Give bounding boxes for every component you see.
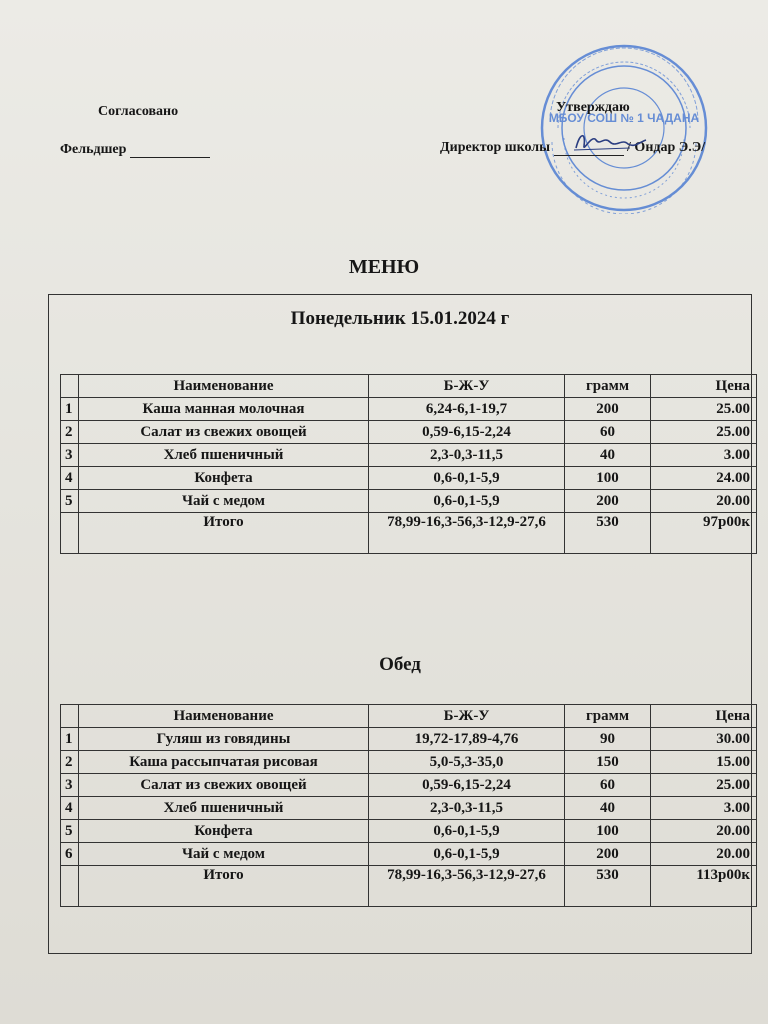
row-bju: 2,3-0,3-11,5 <box>369 444 565 467</box>
medic-line <box>60 142 210 158</box>
total-num <box>61 513 79 554</box>
row-price: 30.00 <box>651 728 757 751</box>
row-name: Конфета <box>79 467 369 490</box>
row-num: 4 <box>61 467 79 490</box>
total-num <box>61 866 79 907</box>
table-row <box>61 467 757 490</box>
table-row <box>61 843 757 866</box>
row-bju: 0,59-6,15-2,24 <box>369 421 565 444</box>
table-row <box>61 774 757 797</box>
total-label: Итого <box>79 866 369 907</box>
row-name: Гуляш из говядины <box>79 728 369 751</box>
table-row <box>61 728 757 751</box>
row-gram: 200 <box>565 398 651 421</box>
lunch-table <box>60 704 757 907</box>
lunch-title: Обед <box>379 654 421 675</box>
row-name: Чай с медом <box>79 843 369 866</box>
row-num: 5 <box>61 820 79 843</box>
row-bju: 6,24-6,1-19,7 <box>369 398 565 421</box>
total-bju: 78,99-16,3-56,3-12,9-27,6 <box>369 513 565 554</box>
table-row <box>61 820 757 843</box>
row-gram: 100 <box>565 467 651 490</box>
row-bju: 0,6-0,1-5,9 <box>369 820 565 843</box>
header-num <box>61 375 79 398</box>
row-gram: 200 <box>565 843 651 866</box>
row-gram: 100 <box>565 820 651 843</box>
table-row <box>61 421 757 444</box>
row-price: 20.00 <box>651 490 757 513</box>
row-name: Хлеб пшеничный <box>79 444 369 467</box>
row-name: Чай с медом <box>79 490 369 513</box>
row-name: Хлеб пшеничный <box>79 797 369 820</box>
row-name: Конфета <box>79 820 369 843</box>
stamp-text: МБОУ СОШ № 1 ЧАДАНА <box>548 111 700 125</box>
row-gram: 60 <box>565 421 651 444</box>
handwritten-signature-icon <box>570 128 650 156</box>
breakfast-table <box>60 374 757 554</box>
total-gram: 530 <box>565 866 651 907</box>
row-gram: 150 <box>565 751 651 774</box>
row-bju: 2,3-0,3-11,5 <box>369 797 565 820</box>
row-num: 2 <box>61 421 79 444</box>
total-price: 113р00к <box>651 866 757 907</box>
row-price: 24.00 <box>651 467 757 490</box>
header-price: Цена <box>651 705 757 728</box>
header-bju: Б-Ж-У <box>369 375 565 398</box>
total-row <box>61 866 757 907</box>
row-num: 4 <box>61 797 79 820</box>
row-price: 3.00 <box>651 797 757 820</box>
row-gram: 90 <box>565 728 651 751</box>
header-gram: грамм <box>565 705 651 728</box>
row-bju: 5,0-5,3-35,0 <box>369 751 565 774</box>
row-price: 3.00 <box>651 444 757 467</box>
row-price: 20.00 <box>651 843 757 866</box>
table-row <box>61 490 757 513</box>
agreed-label: Согласовано <box>98 104 179 119</box>
agreement-block <box>60 104 210 158</box>
header-num <box>61 705 79 728</box>
row-name: Каша рассыпчатая рисовая <box>79 751 369 774</box>
table-row <box>61 444 757 467</box>
row-num: 3 <box>61 444 79 467</box>
total-row <box>61 513 757 554</box>
medic-label: Фельдшер <box>60 142 127 157</box>
row-bju: 0,6-0,1-5,9 <box>369 843 565 866</box>
row-num: 5 <box>61 490 79 513</box>
row-num: 1 <box>61 728 79 751</box>
row-bju: 0,6-0,1-5,9 <box>369 467 565 490</box>
row-bju: 19,72-17,89-4,76 <box>369 728 565 751</box>
total-bju: 78,99-16,3-56,3-12,9-27,6 <box>369 866 565 907</box>
medic-signature-line <box>130 145 210 158</box>
row-name: Каша манная молочная <box>79 398 369 421</box>
header-price: Цена <box>651 375 757 398</box>
row-name: Салат из свежих овощей <box>79 774 369 797</box>
total-gram: 530 <box>565 513 651 554</box>
row-gram: 40 <box>565 444 651 467</box>
row-price: 15.00 <box>651 751 757 774</box>
row-num: 6 <box>61 843 79 866</box>
row-gram: 60 <box>565 774 651 797</box>
row-gram: 40 <box>565 797 651 820</box>
row-price: 20.00 <box>651 820 757 843</box>
total-price: 97р00к <box>651 513 757 554</box>
row-num: 1 <box>61 398 79 421</box>
header-bju: Б-Ж-У <box>369 705 565 728</box>
row-num: 3 <box>61 774 79 797</box>
table-header-row <box>61 705 757 728</box>
row-bju: 0,59-6,15-2,24 <box>369 774 565 797</box>
director-label: Директор школы <box>440 140 551 155</box>
row-price: 25.00 <box>651 398 757 421</box>
table-row <box>61 751 757 774</box>
day-title: Понедельник 15.01.2024 г <box>290 308 510 329</box>
row-num: 2 <box>61 751 79 774</box>
approve-label: Утверждаю <box>556 100 630 115</box>
header-gram: грамм <box>565 375 651 398</box>
total-label: Итого <box>79 513 369 554</box>
row-name: Салат из свежих овощей <box>79 421 369 444</box>
row-bju: 0,6-0,1-5,9 <box>369 490 565 513</box>
row-price: 25.00 <box>651 421 757 444</box>
header-name: Наименование <box>79 705 369 728</box>
table-row <box>61 797 757 820</box>
table-header-row <box>61 375 757 398</box>
table-row <box>61 398 757 421</box>
row-gram: 200 <box>565 490 651 513</box>
director-name: / Ондар Э.Э/ <box>627 140 706 155</box>
header-name: Наименование <box>79 375 369 398</box>
menu-title: МЕНЮ <box>348 256 420 278</box>
row-price: 25.00 <box>651 774 757 797</box>
